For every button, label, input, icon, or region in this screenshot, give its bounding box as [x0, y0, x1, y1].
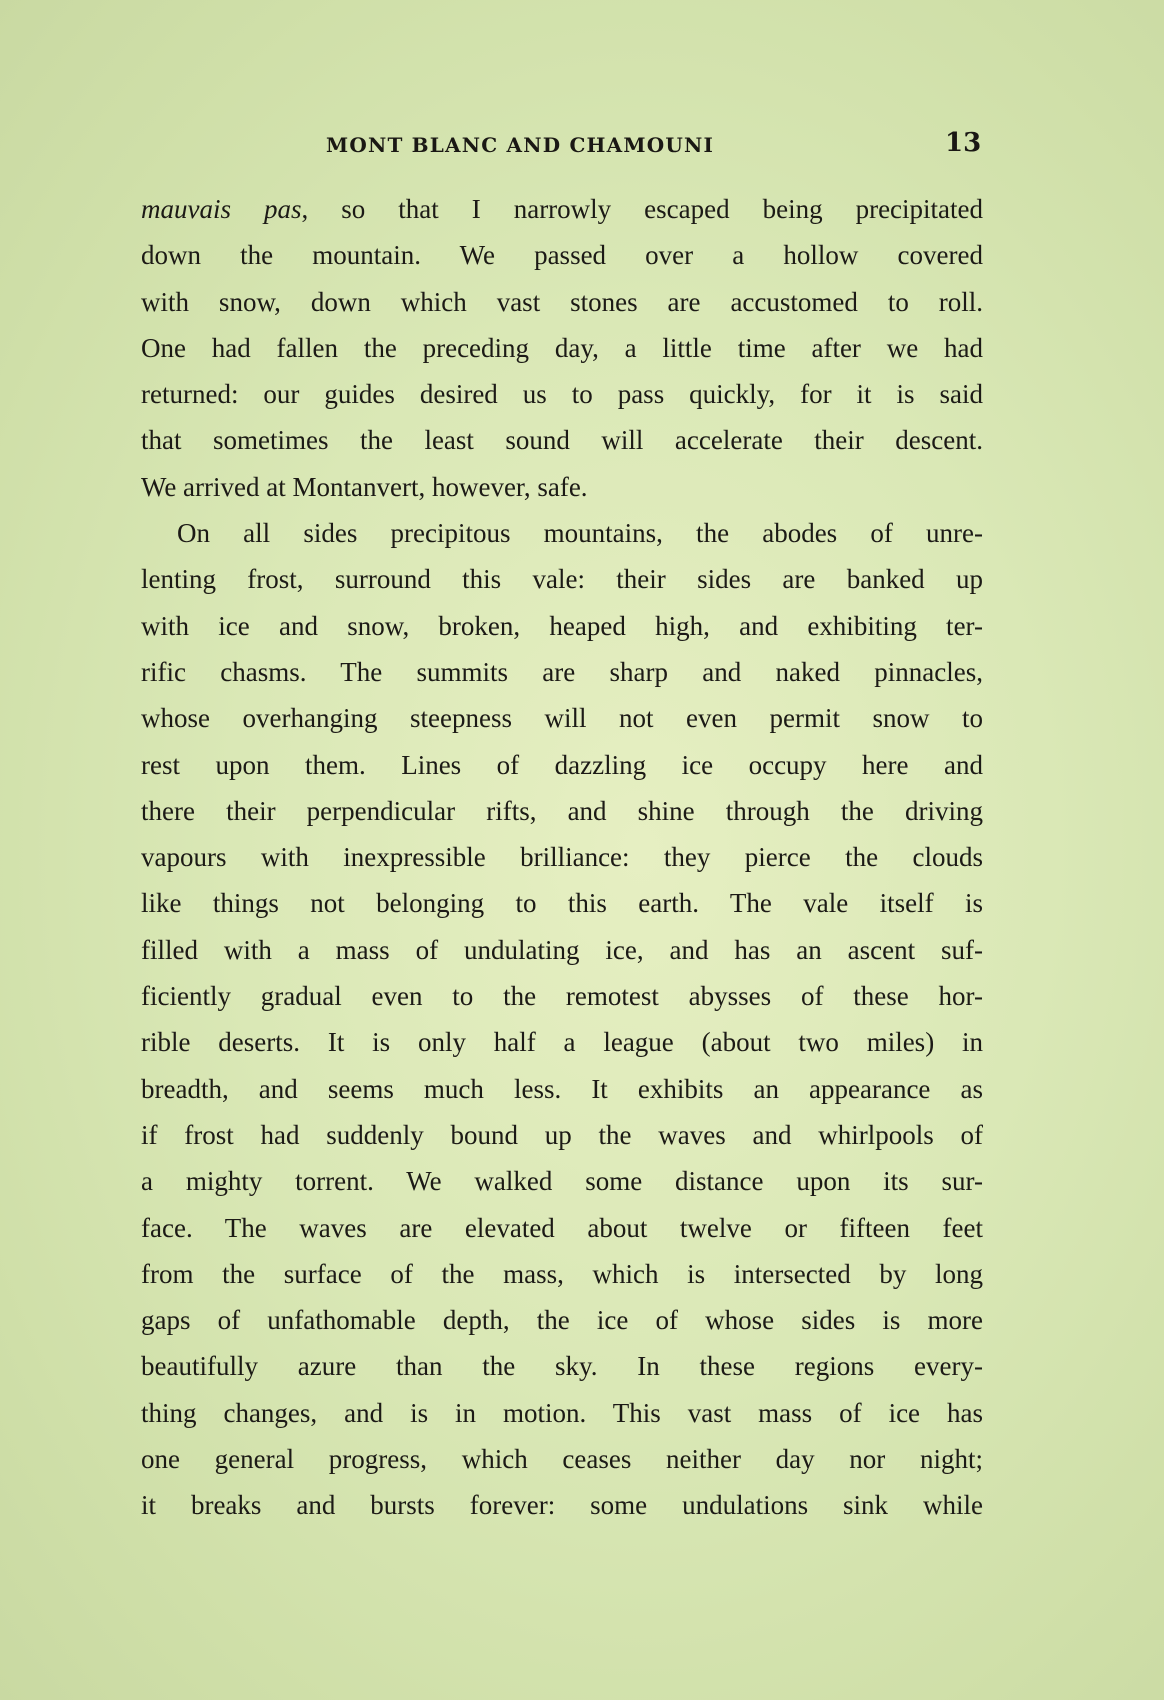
text-line: down the mountain. We passed over a hollow covered	[141, 240, 983, 271]
text-line: there their perpendicular rifts, and shine through the driving	[141, 795, 983, 826]
italic-phrase: mauvais pas	[141, 194, 302, 224]
text-line: it breaks and bursts forever: some undulations sink while	[141, 1490, 983, 1521]
text-line: One had fallen the preceding day, a little time after we had	[141, 332, 983, 363]
text-line: We arrived at Montanvert, however, safe.	[141, 471, 588, 502]
text-line: from the surface of the mass, which is intersected by long	[141, 1258, 983, 1289]
text-line: gaps of unfathomable depth, the ice of whose sides is more	[141, 1305, 983, 1336]
text-line: returned: our guides desired us to pass quickly, for it is said	[141, 379, 983, 410]
page-number: 13	[945, 128, 982, 158]
text-line: rest upon them. Lines of dazzling ice occupy here and	[141, 749, 983, 780]
text-line: face. The waves are elevated about twelve or fifteen feet	[141, 1212, 983, 1243]
text-line: if frost had suddenly bound up the waves and whirlpools of	[141, 1119, 983, 1150]
text-line: mauvais pas, so that I narrowly escaped being precipitated	[141, 194, 984, 224]
body-text	[141, 186, 983, 1529]
text-line: ficiently gradual even to the remotest abysses of these hor-	[141, 981, 983, 1012]
text-line: one general progress, which ceases neither day nor night;	[141, 1444, 983, 1475]
text-line: breadth, and seems much less. It exhibits an appearance as	[141, 1073, 983, 1104]
running-title: MONT BLANC AND CHAMOUNI	[326, 133, 715, 157]
text-line: lenting frost, surround this vale: their sides are banked up	[141, 564, 983, 595]
text-line: rific chasms. The summits are sharp and naked pinnacles,	[141, 656, 983, 687]
text-line: rible deserts. It is only half a league (about two miles) in	[141, 1027, 983, 1058]
text-line: vapours with inexpressible brilliance: they pierce the clouds	[141, 842, 983, 873]
text-line: a mighty torrent. We walked some distance upon its sur-	[141, 1166, 983, 1197]
text-line: whose overhanging steepness will not even permit snow to	[141, 703, 983, 734]
text-line: with snow, down which vast stones are accustomed to roll.	[141, 286, 983, 317]
text-line: like things not belonging to this earth. The vale itself is	[141, 888, 983, 919]
text-line: that sometimes the least sound will accelerate their descent.	[141, 425, 983, 456]
text-line: On all sides precipitous mountains, the abodes of unre-	[177, 518, 983, 549]
text-line: beautifully azure than the sky. In these regions every-	[141, 1351, 983, 1382]
text-line: thing changes, and is in motion. This vast mass of ice has	[141, 1397, 983, 1428]
text-line: with ice and snow, broken, heaped high, and exhibiting ter-	[141, 610, 983, 641]
text-line: filled with a mass of undulating ice, and has an ascent suf-	[141, 934, 983, 965]
